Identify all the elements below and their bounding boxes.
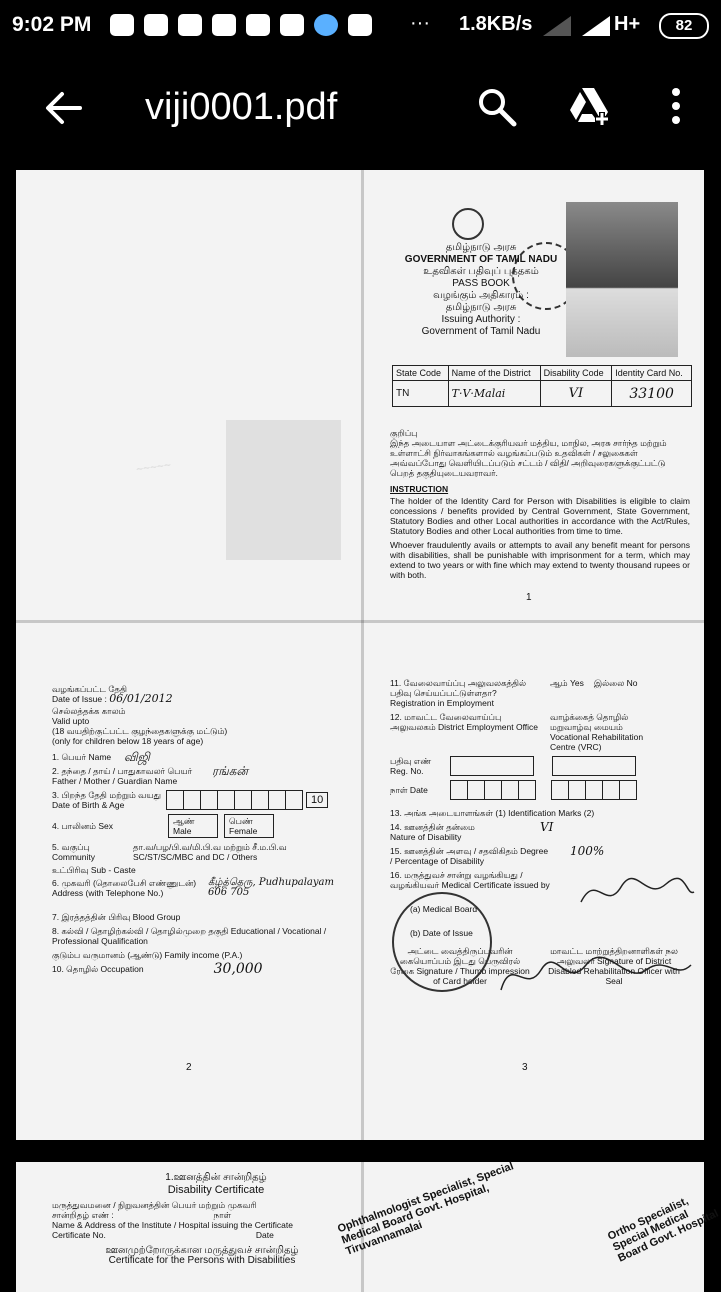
date-issue-value: 06/01/2012 <box>109 692 173 705</box>
valid-note: (18 வயதிற்குட்பட்ட குழந்தைகளுக்கு மட்டும்) <box>52 726 228 736</box>
signature-icon <box>576 872 696 912</box>
pdf-viewer[interactable] <box>0 162 720 1280</box>
community-options: தா.வ/பழ/பி.வ/மி.பி.வ மற்றும் சீ.ம.பி.வ SC/ST/SC/MBC and DC / Others <box>133 842 287 862</box>
table-header: State Code <box>393 366 449 381</box>
id-table <box>392 365 692 407</box>
issuing-ta: வழங்கும் அதிகாரம் : <box>433 290 529 301</box>
passbook: PASS BOOK <box>452 278 510 289</box>
occupation-label: 10. தொழில் Occupation <box>52 964 144 974</box>
community-label: 5. வகுப்பு Community <box>52 842 95 862</box>
valid-label: Valid upto <box>52 716 90 726</box>
sex-label: 4. பாலினம் Sex <box>52 821 113 831</box>
emblem-icon <box>452 208 484 240</box>
warning-text: Whoever fraudulently avails or attempts to avail any benefit meant for persons with disabilities, shall be punishable with imprisonment for a term, which may extend to two years or with fine which may extend to twenty thousand rupees or with both. <box>390 540 690 580</box>
dob-boxes <box>166 790 302 810</box>
name-value: விஜி <box>124 750 150 764</box>
battery-indicator: 82 <box>659 13 709 39</box>
specialist-stamp: Ortho Specialist, Special Medical Board Govt. Hospital <box>606 1195 721 1265</box>
document-title: viji0001.pdf <box>145 86 338 128</box>
emp-office-label: 12. மாவட்ட வேலைவாய்ப்பு அலுவலகம் District Employment Office <box>390 712 539 732</box>
date-boxes <box>551 780 636 800</box>
more-notifications-icon: ··· <box>410 12 430 34</box>
page-fold <box>16 620 704 623</box>
employment-yes: ஆம் Yes <box>550 678 584 688</box>
issuing: Issuing Authority : <box>441 314 521 325</box>
medical-cert-label: 16. மருத்துவச் சான்று வழங்கியது / வழங்கியவர் Medical Certificate issued by <box>390 870 550 890</box>
overflow-menu-icon[interactable] <box>668 86 684 126</box>
pdf-page-2[interactable] <box>16 1160 721 1292</box>
marks-label: 13. அங்க அடையாளங்கள் (1) Identification Marks (2) <box>390 808 595 818</box>
back-arrow-icon[interactable] <box>44 88 84 128</box>
status-time: 9:02 PM <box>12 13 92 36</box>
signal-icon <box>543 16 573 36</box>
network-speed: 1.8KB/s <box>459 13 533 35</box>
search-icon[interactable] <box>476 86 518 128</box>
notification-icons <box>110 14 372 36</box>
holder-signature-label: அட்டை வைத்திருப்பவரின் கையொப்பம் இடது பெருவிரல் ரேகை Signature / Thumb impression of Card holder <box>390 946 530 986</box>
table-header: Disability Code <box>540 366 612 381</box>
cert-no-ta: சான்றிதழ் எண் : <box>52 1210 114 1220</box>
vrc-label: வாழ்க்கைத் தொழில் மறுவாழ்வு மையம் Vocational Rehabilitation Centre (VRC) <box>550 712 644 752</box>
age-value: 10 <box>306 792 328 808</box>
subcaste-label: உட்பிரிவு Sub - Caste <box>52 865 136 875</box>
table-header: Identity Card No. <box>612 366 692 381</box>
sub-heading-ta: ஊனமுற்றோருக்கான மருத்துவச் சான்றிதழ் <box>105 1245 299 1256</box>
officer-signature-label: மாவட்ட மாற்றுத்திறனாளிகள் நல அலுவலர் Signature of District Disabled Rehabilitation Officer with Seal <box>548 946 680 986</box>
district: T·V·Malai <box>448 381 540 407</box>
app-bar <box>0 52 720 162</box>
network-type: H+ <box>614 13 641 35</box>
issuing-gov: Government of Tamil Nadu <box>421 326 541 337</box>
identity-card-no: 33100 <box>612 381 692 407</box>
sex-female: பெண் Female <box>224 814 274 838</box>
institute-label: Name & Address of the Institute / Hospital issuing the Certificate <box>52 1220 293 1230</box>
message-icon <box>144 14 168 36</box>
page-number: 3 <box>522 1062 528 1073</box>
address-label: 6. முகவரி (தொலைபேசி எண்ணுடன்) Address (with Telephone No.) <box>52 878 197 898</box>
guardian-value: ரங்கன் <box>212 764 249 778</box>
holder-photo <box>566 202 678 357</box>
cert-heading-ta: 1.ஊனத்தின் சான்றிதழ் <box>165 1172 267 1183</box>
date-issue-ta: வழங்கப்பட்ட தேதி <box>52 684 127 694</box>
signal-icon <box>582 16 612 36</box>
address-value: கீழ்த்தெரு, Pudhupalayam 606 705 <box>208 877 334 898</box>
note-label: குறிப்பு <box>390 428 418 438</box>
blood-group-label: 7. இரத்தத்தின் பிரிவு Blood Group <box>52 912 181 922</box>
state-code: TN <box>393 381 449 407</box>
youtube-icon <box>348 14 372 36</box>
disability-code: VI <box>540 381 612 407</box>
cert-heading: Disability Certificate <box>167 1184 265 1196</box>
institute-ta: மருத்துவமனை / நிறுவனத்தின் பெயர் மற்றும் முகவரி <box>52 1200 257 1210</box>
education-label: 8. கல்வி / தொழிற்கல்வி / தொழில்முறை தகுதி Educational / Vocational / Professional Qualification <box>52 926 327 946</box>
sex-male: ஆண் Male <box>168 814 218 838</box>
issuing-ta2: தமிழ்நாடு அரசு <box>445 302 517 313</box>
tn-gov-ta: தமிழ்நாடு அரசு <box>445 242 517 253</box>
income-label: குடும்ப வருமானம் (ஆண்டு) Family income (P.A.) <box>52 950 243 960</box>
employment-no: இல்லை No <box>593 678 638 688</box>
employment-label: 11. வேலைவாய்ப்பு அலுவலகத்தில் பதிவு செய்யப்பட்டுள்ளதா? Registration in Employment <box>390 678 527 708</box>
nature-label: 14. ஊனத்தின் தன்மை Nature of Disability <box>390 822 475 842</box>
valid-note2: (only for children below 18 years of age) <box>52 736 204 746</box>
faded-signature: ~~~~~ <box>135 457 172 477</box>
sub-heading: Certificate for the Persons with Disabilities <box>108 1255 296 1266</box>
valid-ta: செல்லத்தக்க காலம் <box>52 706 126 716</box>
page-number: 1 <box>526 592 532 603</box>
specialist-stamp: Ophthalmologist Specialist, Special Medical Board Govt. Hospital, Tiruvannamalai <box>336 1160 516 1258</box>
tn-gov: GOVERNMENT OF TAMIL NADU <box>404 254 558 265</box>
reg-no-box <box>552 756 636 776</box>
page-number: 2 <box>186 1062 192 1073</box>
cert-no-label: Certificate No. <box>52 1230 106 1240</box>
income-value: 30,000 <box>213 961 263 977</box>
youtube-icon <box>246 14 270 36</box>
guardian-label: 2. தந்தை / தாய் / பாதுகாவலர் பெயர் Father / Mother / Guardian Name <box>52 766 193 786</box>
reg-no-label: பதிவு எண் Reg. No. <box>390 756 432 776</box>
youtube-icon <box>212 14 236 36</box>
signature-icon <box>496 950 696 1000</box>
date-label: Date <box>255 1230 274 1240</box>
instruction-text: The holder of the Identity Card for Person with Disabilities is eligible to claim concessions / benefits provided by Central Government, State Government, Statutory Bodies and other Local authorities in accordance with the Act/Rules, Statutory Bodies and other Local authorities from time to time. <box>390 496 690 536</box>
bird-icon <box>314 14 338 36</box>
passbook-ta: உதவிகள் பதிவுப் புத்தகம் <box>423 266 539 277</box>
reg-no-box <box>450 756 534 776</box>
youtube-icon <box>280 14 304 36</box>
medical-board-seal <box>392 892 492 992</box>
dob-label: 3. பிறந்த தேதி மற்றும் வயது Date of Birth & Age <box>52 790 161 810</box>
youtube-icon <box>110 14 134 36</box>
medical-date-label: (b) Date of Issue <box>410 928 473 938</box>
medical-board-label: (a) Medical Board <box>410 904 478 914</box>
date-issue-label: Date of Issue : <box>52 694 107 704</box>
date-boxes <box>450 780 535 800</box>
pdf-page-1[interactable] <box>16 170 704 1140</box>
degree-value: 100% <box>570 844 605 858</box>
reg-date-label: நாள் Date <box>390 785 428 795</box>
add-to-drive-icon[interactable] <box>568 86 614 128</box>
degree-label: 15. ஊனத்தின் அளவு / சதவிகிதம் Degree / Percentage of Disability <box>390 846 549 866</box>
youtube-icon <box>178 14 202 36</box>
name-label: 1. பெயர் Name <box>52 752 112 762</box>
status-bar <box>0 0 720 52</box>
instruction-title: INSTRUCTION <box>390 484 449 494</box>
nature-value: VI <box>540 820 554 834</box>
note-text: இந்த அடையாள அட்டைக்குரியவர் மத்திய, மாநில, அரசு சார்ந்த மற்றும் உள்ளாட்சி நிர்வாகங்களால் வழங்கப்படும் உதவிகள் / சலுகைகள் அவ்வப்போது வெளியிடப்படும் சட்டம் / விதி/ அறிவுரைகளுக்குட்பட்டு பெறத் தகுதியுடையவராவர். <box>390 438 667 478</box>
page-fold <box>361 170 364 1140</box>
faded-photo <box>226 420 341 560</box>
table-header: Name of the District <box>448 366 540 381</box>
date-ta: நாள் <box>213 1210 232 1220</box>
